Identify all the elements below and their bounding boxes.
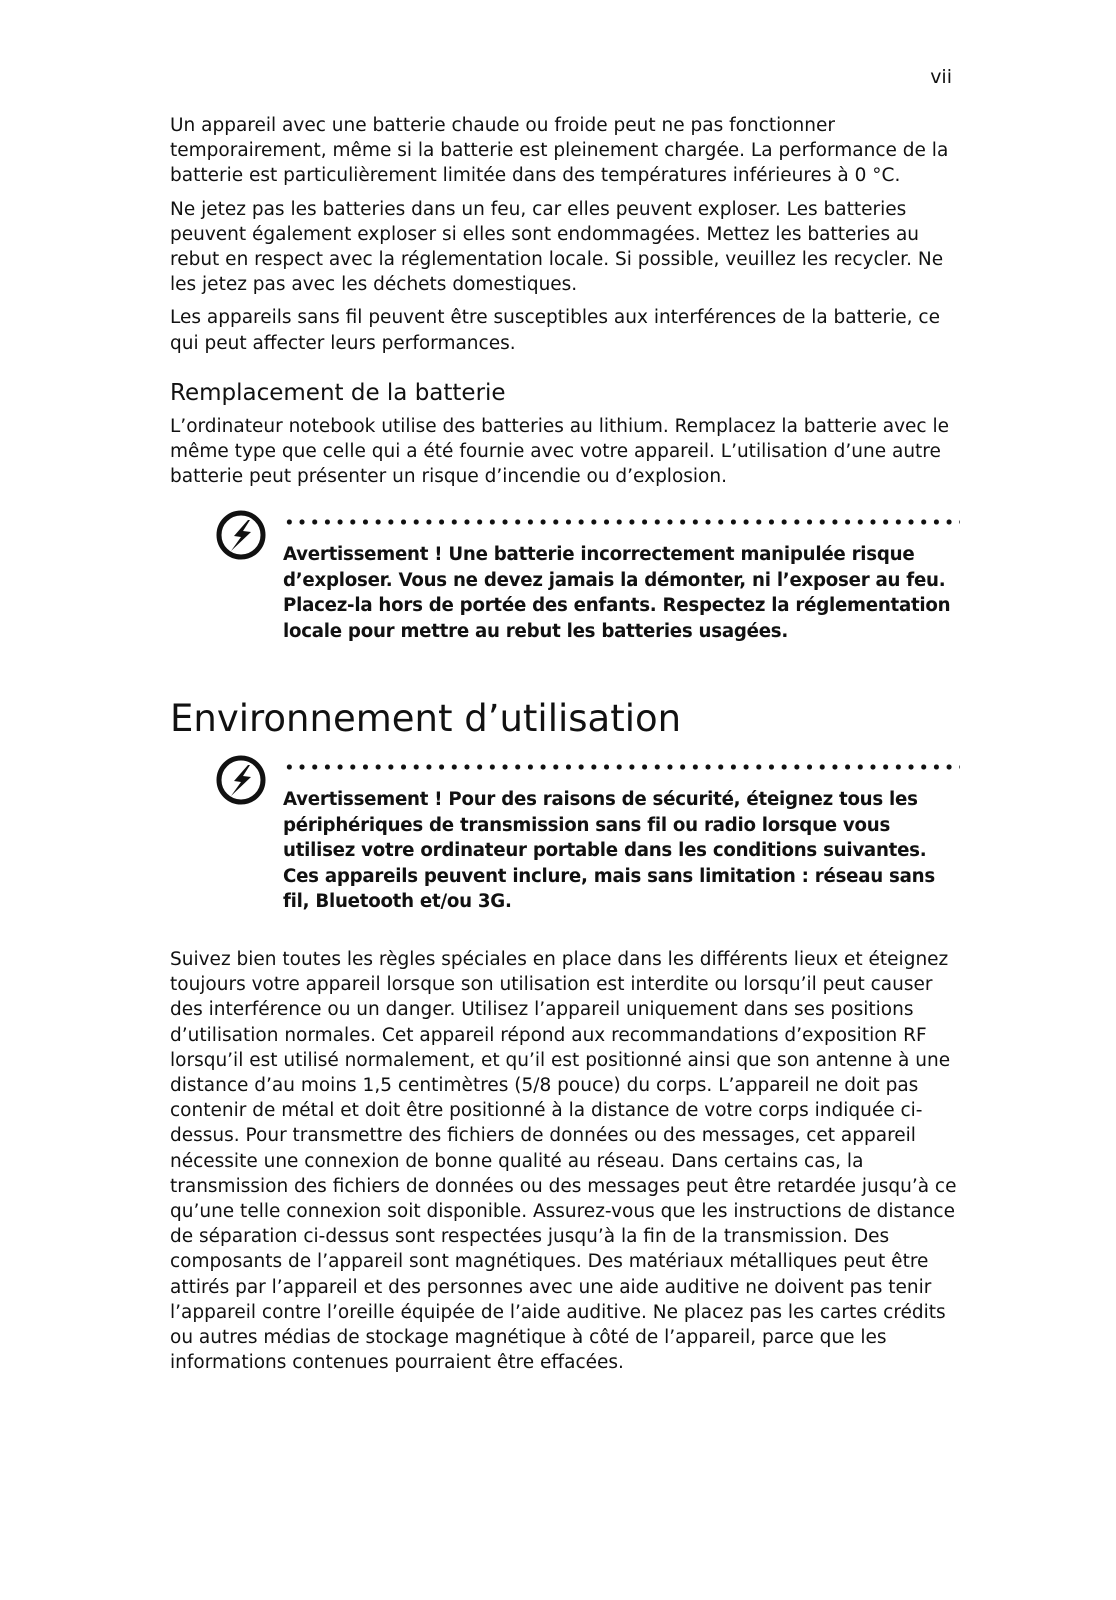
dotted-separator: [283, 764, 960, 770]
intro-paragraph-2: Ne jetez pas les batteries dans un feu, car elles peuvent exploser. Les batteries peuvent également exploser si elles sont endommagées. Mettez les batteries au rebut en respect avec la réglementation locale. Si possible, veuillez les recycler. Ne les jetez pas avec les déchets domestiques.: [170, 198, 944, 296]
page-content: [170, 113, 960, 1383]
environment-paragraph: Suivez bien toutes les règles spéciales en place dans les différents lieux et éteignez toujours votre appareil lorsque son utilisation est interdite ou lorsqu’il peut causer des interférence ou un danger. Utilisez l’appareil uniquement dans ses positions d’utilisation normales. Cet appareil répond aux recommandations d’exposition RF lorsqu’il est utilisé normalement, et qu’il est positionné ainsi que son antenne à une distance d’au moins 1,5 centimètres (5/8 pouce) du corps. L’appareil ne doit pas contenir de métal et doit être positionné à la distance de votre corps indiquée ci-dessus. Pour transmettre des fichiers de données ou des messages, cet appareil nécessite une connexion de bonne qualité au réseau. Dans certains cas, la transmission des fichiers de données ou des messages peut être retardée jusqu’à ce qu’une telle connexion soit disponible. Assurez-vous que les instructions de distance de séparation ci-dessus sont respectées jusqu’à la fin de la transmission. Des composants de l’appareil sont magnétiques. Des matériaux métalliques peut être attirés par l’appareil et des personnes avec une aide auditive ne doivent pas tenir l’appareil contre l’oreille équipée de l’aide auditive. Ne placez pas les cartes crédits ou autres médias de stockage magnétique à côté de l’appareil, parce que les informations contenues pourraient être effacées.: [170, 948, 957, 1374]
environment-warning-box: [170, 764, 960, 915]
intro-paragraph-3: Les appareils sans fil peuvent être susceptibles aux interférences de la batterie, ce qui peut affecter leurs performances.: [170, 307, 940, 354]
lightning-warning-icon: [215, 754, 267, 806]
battery-replacement-heading: Remplacement de la batterie: [170, 379, 506, 406]
page-number: vii: [930, 66, 952, 88]
battery-warning-box: [170, 519, 960, 644]
battery-warning-text: Avertissement ! Une batterie incorrectement manipulée risque d’exploser. Vous ne devez jamais la démonter, ni l’exposer au feu. Placez-la hors de portée des enfants. Respectez la réglementation locale pour mettre au rebut les batteries usagées.: [283, 544, 951, 642]
battery-replacement-paragraph: L’ordinateur notebook utilise des batteries au lithium. Remplacez la batterie avec le même type que celle qui a été fournie avec votre appareil. L’utilisation d’une autre batterie peut présenter un risque d’incendie ou d’explosion.: [170, 415, 950, 488]
lightning-warning-icon: [215, 509, 267, 561]
intro-paragraph-1: Un appareil avec une batterie chaude ou froide peut ne pas fonctionner temporairement, même si la batterie est pleinement chargée. La performance de la batterie est particulièrement limitée dans des températures inférieures à 0 °C.: [170, 115, 949, 187]
dotted-separator: [283, 519, 960, 525]
environment-warning-text: Avertissement ! Pour des raisons de sécurité, éteignez tous les périphériques de transmission sans fil ou radio lorsque vous utilisez votre ordinateur portable dans les conditions suivantes. Ces appareils peuvent inclure, mais sans limitation : réseau sans fil, Bluetooth et/ou 3G.: [283, 789, 935, 913]
operating-environment-heading: Environnement d’utilisation: [170, 697, 682, 741]
